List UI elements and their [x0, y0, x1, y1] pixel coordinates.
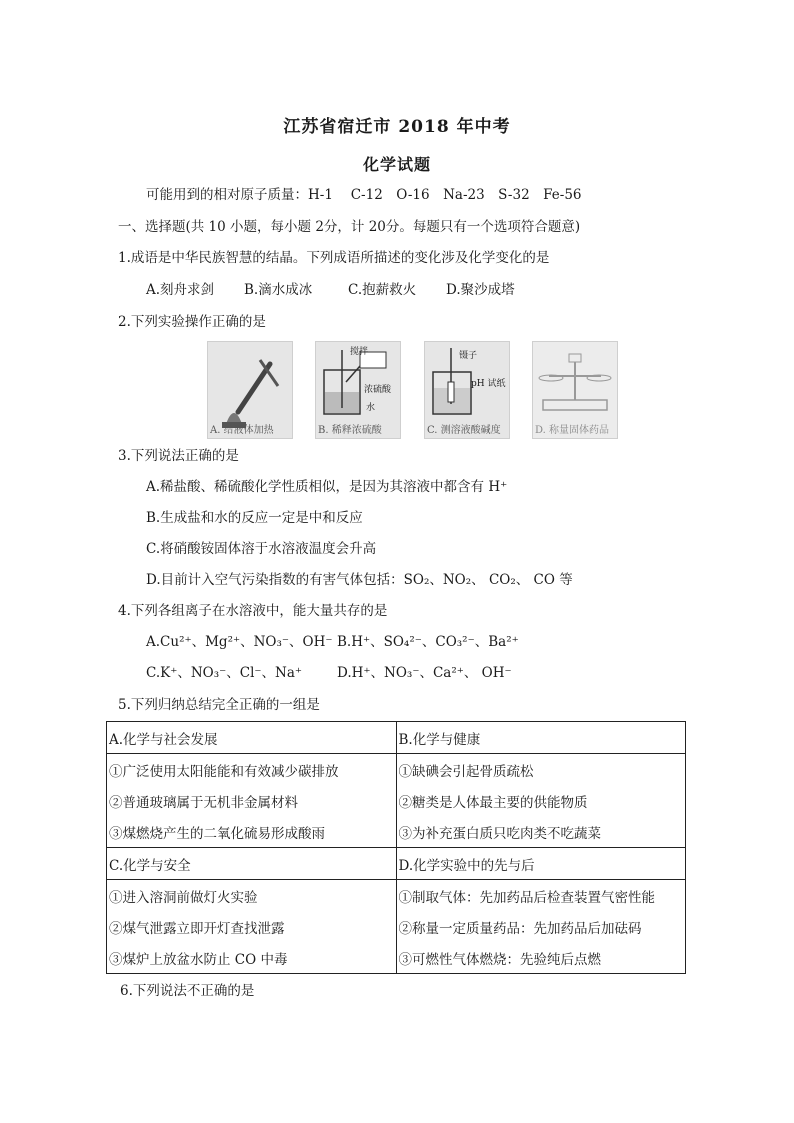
group-c-item-1: ①进入溶洞前做灯火实验 — [107, 880, 397, 912]
question-5-stem: 5.下列归纳总结完全正确的一组是 — [118, 697, 320, 713]
group-d-item-3: ③可燃性气体燃烧：先验纯后点燃 — [396, 942, 686, 974]
atomic-mass-line: 可能用到的相对原子质量：H-1 C-12 O-16 Na-23 S-32 Fe-56 — [146, 187, 582, 203]
image-a-caption: A. 给液体加热 — [210, 425, 274, 436]
stir-label: 搅拌 — [350, 347, 369, 357]
experiment-image-c — [424, 341, 510, 439]
tweezers-label: 镊子 — [459, 351, 478, 361]
group-d-item-2: ②称量一定质量药品：先加药品后加砝码 — [396, 911, 686, 942]
question-4-option-b: B.H⁺、SO₄²⁻、CO₃²⁻、Ba²⁺ — [337, 634, 519, 650]
question-3-option-b: B.生成盐和水的反应一定是中和反应 — [146, 510, 363, 526]
question-3-stem: 3.下列说法正确的是 — [118, 448, 239, 464]
image-b-caption: B. 稀释浓硫酸 — [318, 425, 382, 436]
image-c-caption: C. 测溶液酸碱度 — [427, 425, 501, 436]
group-b-heading: B.化学与健康 — [396, 722, 686, 754]
question-4-option-a: A.Cu²⁺、Mg²⁺、NO₃⁻、OH⁻ — [146, 634, 333, 650]
group-d-item-1: ①制取气体：先加药品后检查装置气密性能 — [396, 880, 686, 912]
question-3-option-a: A.稀盐酸、稀硫酸化学性质相似，是因为其溶液中都含有 H⁺ — [146, 479, 508, 495]
document-subtitle: 化学试题 — [362, 155, 431, 174]
group-d-heading: D.化学实验中的先与后 — [396, 848, 686, 880]
question-1-option-a: A.刻舟求剑 — [146, 282, 215, 298]
group-c-item-3: ③煤炉上放盆水防止 CO 中毒 — [107, 942, 397, 974]
experiment-image-a — [207, 341, 293, 439]
group-c-item-2: ②煤气泄露立即开灯查找泄露 — [107, 911, 397, 942]
question-1-option-d: D.聚沙成塔 — [446, 282, 515, 298]
group-a-item-2: ②普通玻璃属于无机非金属材料 — [107, 785, 397, 816]
group-b-item-3: ③为补充蛋白质只吃肉类不吃蔬菜 — [396, 816, 686, 848]
question-5-table — [106, 721, 686, 974]
question-2-stem: 2.下列实验操作正确的是 — [118, 314, 266, 330]
group-a-item-1: ①广泛使用太阳能能和有效减少碳排放 — [107, 754, 397, 786]
question-6-stem: 6.下列说法不正确的是 — [120, 983, 255, 999]
image-d-caption: D. 称量固体药品 — [535, 425, 610, 436]
question-4-stem: 4.下列各组离子在水溶液中，能大量共存的是 — [118, 603, 388, 619]
question-4-option-c: C.K⁺、NO₃⁻、Cl⁻、Na⁺ — [146, 665, 303, 681]
experiment-image-d — [532, 341, 618, 439]
group-a-heading: A.化学与社会发展 — [107, 722, 397, 754]
water-label: 水 — [366, 403, 376, 413]
question-1-stem: 1.成语是中华民族智慧的结晶。下列成语所描述的变化涉及化学变化的是 — [118, 250, 550, 266]
section-heading: 一、选择题(共 10 小题，每小题 2分，计 20分。每题只有一个选项符合题意) — [118, 219, 581, 235]
acid-label: 浓硫酸 — [364, 385, 392, 395]
group-b-item-2: ②糖类是人体最主要的供能物质 — [396, 785, 686, 816]
question-1-option-c: C.抱薪救火 — [348, 282, 417, 298]
question-3-option-d: D.目前计入空气污染指数的有害气体包括：SO₂、NO₂、 CO₂、 CO 等 — [146, 572, 573, 588]
question-3-option-c: C.将硝酸铵固体溶于水溶液温度会升高 — [146, 541, 377, 557]
group-a-item-3: ③煤燃烧产生的二氧化硫易形成酸雨 — [107, 816, 397, 848]
document-title: 江苏省宿迁市 2018 年中考 — [283, 117, 511, 137]
experiment-image-b — [315, 341, 401, 439]
group-c-heading: C.化学与安全 — [107, 848, 397, 880]
ph-paper-label: pH 试纸 — [471, 379, 506, 389]
group-b-item-1: ①缺碘会引起骨质疏松 — [396, 754, 686, 786]
question-1-option-b: B.滴水成冰 — [244, 282, 313, 298]
question-4-option-d: D.H⁺、NO₃⁻、Ca²⁺、 OH⁻ — [337, 665, 512, 681]
